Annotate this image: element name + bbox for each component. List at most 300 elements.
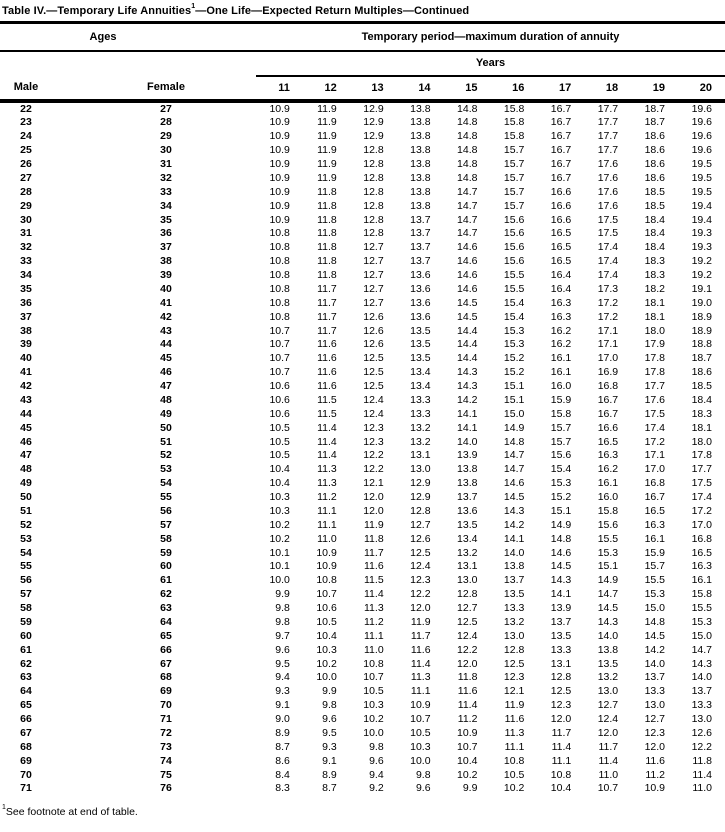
multiple-cell: 12.3 xyxy=(363,435,384,448)
multiple-cell: 10.8 xyxy=(550,768,572,781)
multiple-cell: 8.7 xyxy=(322,782,337,795)
multiple-cell: 11.9 xyxy=(317,102,337,115)
multiple-cell: 12.0 xyxy=(550,713,572,725)
table-row xyxy=(0,644,725,658)
multiple-cell: 11.7 xyxy=(317,296,337,309)
multiple-cell: 19.2 xyxy=(691,255,712,268)
multiple-cell: 16.8 xyxy=(644,477,666,490)
multiple-cell: 11.5 xyxy=(317,393,337,406)
table-row xyxy=(0,214,725,228)
multiple-cell: 16.7 xyxy=(597,407,619,420)
multiple-cell: 9.3 xyxy=(275,685,290,698)
multiple-cell: 15.7 xyxy=(644,560,666,573)
male-age-cell: 24 xyxy=(20,130,32,143)
multiple-cell: 10.9 xyxy=(269,158,290,170)
multiple-cell: 11.9 xyxy=(317,116,337,129)
multiple-cell: 13.5 xyxy=(410,338,431,351)
multiple-cell: 15.7 xyxy=(503,144,525,157)
female-age-cell: 58 xyxy=(160,532,172,545)
multiple-cell: 14.9 xyxy=(550,518,572,531)
multiple-cell: 10.3 xyxy=(363,699,384,712)
female-age-cell: 45 xyxy=(160,352,172,365)
multiple-cell: 16.1 xyxy=(550,366,572,379)
female-age-cell: 55 xyxy=(160,491,172,503)
multiple-cell: 12.2 xyxy=(363,463,384,476)
multiple-cell: 11.5 xyxy=(364,574,384,587)
female-age-cell: 71 xyxy=(160,713,172,725)
multiple-cell: 11.9 xyxy=(317,171,337,184)
male-age-cell: 40 xyxy=(20,352,32,365)
multiple-cell: 13.4 xyxy=(410,366,431,379)
multiple-cell: 13.1 xyxy=(457,560,478,573)
multiple-cell: 12.9 xyxy=(363,130,384,143)
multiple-cell: 10.9 xyxy=(457,726,478,739)
multiple-cell: 14.1 xyxy=(503,532,525,545)
female-age-cell: 33 xyxy=(160,185,172,198)
table-row xyxy=(0,547,725,561)
multiple-cell: 12.5 xyxy=(410,546,431,559)
female-age-cell: 65 xyxy=(160,629,172,642)
multiple-cell: 15.8 xyxy=(503,116,525,129)
multiple-cell: 19.6 xyxy=(691,144,712,157)
multiple-cell: 13.8 xyxy=(410,158,431,170)
multiple-cell: 11.6 xyxy=(317,366,337,379)
multiple-cell: 17.2 xyxy=(691,504,712,517)
multiple-cell: 19.1 xyxy=(691,282,712,295)
table-row xyxy=(0,755,725,769)
multiple-cell: 18.0 xyxy=(691,435,712,448)
years-group-header: Years xyxy=(256,51,725,76)
multiple-cell: 15.6 xyxy=(503,227,525,240)
multiple-cell: 13.8 xyxy=(410,116,431,129)
multiple-cell: 14.1 xyxy=(457,407,478,420)
multiple-cell: 10.3 xyxy=(316,643,337,656)
multiple-cell: 12.6 xyxy=(363,338,384,351)
table-row xyxy=(0,491,725,505)
year-column-header-20: 20 xyxy=(678,76,725,101)
table-row xyxy=(0,241,725,255)
male-age-cell: 31 xyxy=(20,227,32,240)
female-age-cell: 42 xyxy=(160,310,172,323)
table-row xyxy=(0,394,725,408)
multiple-cell: 11.4 xyxy=(410,657,431,670)
year-column-header-19: 19 xyxy=(631,76,678,101)
multiple-cell: 9.7 xyxy=(275,629,290,642)
multiple-cell: 15.3 xyxy=(597,546,619,559)
multiple-cell: 19.6 xyxy=(691,130,712,143)
multiple-cell: 18.6 xyxy=(644,171,666,184)
multiple-cell: 10.4 xyxy=(316,629,337,642)
multiple-cell: 9.9 xyxy=(462,782,478,795)
multiple-cell: 14.0 xyxy=(691,671,712,684)
multiple-cell: 13.4 xyxy=(457,532,478,545)
table-row xyxy=(0,144,725,158)
multiple-cell: 19.3 xyxy=(691,241,712,254)
male-age-cell: 30 xyxy=(20,213,32,226)
multiple-cell: 11.3 xyxy=(504,726,525,739)
female-age-cell: 62 xyxy=(160,588,172,601)
male-age-cell: 35 xyxy=(20,282,32,295)
table-row xyxy=(0,588,725,602)
multiple-cell: 12.2 xyxy=(363,449,384,462)
multiple-cell: 13.6 xyxy=(410,310,431,323)
multiple-cell: 9.8 xyxy=(322,699,337,712)
multiple-cell: 11.0 xyxy=(692,782,712,795)
female-age-cell: 34 xyxy=(160,199,172,212)
multiple-cell: 12.7 xyxy=(644,713,666,725)
multiple-cell: 18.4 xyxy=(644,241,666,254)
multiple-cell: 13.2 xyxy=(503,615,525,628)
male-age-cell: 23 xyxy=(20,116,32,129)
years-label-row xyxy=(0,51,725,76)
table-row xyxy=(0,574,725,588)
multiple-cell: 10.0 xyxy=(410,754,431,767)
male-age-cell: 53 xyxy=(20,532,32,545)
multiple-cell: 10.9 xyxy=(269,199,290,212)
multiple-cell: 11.7 xyxy=(364,546,384,559)
multiple-cell: 17.5 xyxy=(597,213,619,226)
multiple-cell: 10.9 xyxy=(316,560,337,573)
table-row xyxy=(0,533,725,547)
multiple-cell: 11.7 xyxy=(410,629,431,642)
multiple-cell: 17.2 xyxy=(597,310,619,323)
table-row xyxy=(0,116,725,130)
male-age-cell: 45 xyxy=(20,421,32,434)
multiple-cell: 14.9 xyxy=(503,421,525,434)
multiple-cell: 18.5 xyxy=(691,380,712,392)
multiple-cell: 18.1 xyxy=(644,310,666,323)
multiple-cell: 19.6 xyxy=(691,102,712,115)
multiple-cell: 12.7 xyxy=(410,518,431,531)
multiple-cell: 14.9 xyxy=(597,574,619,587)
column-header-row xyxy=(0,76,725,101)
multiple-cell: 13.2 xyxy=(457,546,478,559)
years-spacer-cell xyxy=(0,51,256,76)
multiple-cell: 12.4 xyxy=(363,393,384,406)
female-age-cell: 76 xyxy=(160,782,172,795)
multiple-cell: 10.8 xyxy=(269,241,290,254)
multiple-cell: 10.4 xyxy=(269,477,290,490)
multiple-cell: 18.3 xyxy=(644,255,666,268)
multiple-cell: 14.3 xyxy=(457,380,478,392)
multiple-cell: 13.6 xyxy=(410,296,431,309)
multiple-cell: 12.8 xyxy=(457,588,478,601)
multiple-cell: 14.2 xyxy=(644,643,666,656)
male-age-cell: 57 xyxy=(20,588,32,601)
female-age-cell: 51 xyxy=(160,435,172,448)
male-age-cell: 66 xyxy=(20,713,32,725)
multiple-cell: 11.3 xyxy=(317,463,337,476)
multiple-cell: 15.6 xyxy=(503,241,525,254)
multiple-cell: 14.4 xyxy=(457,352,478,365)
multiple-cell: 12.8 xyxy=(363,213,384,226)
multiple-cell: 14.6 xyxy=(457,255,478,268)
table-row xyxy=(0,366,725,380)
male-age-cell: 55 xyxy=(20,560,32,573)
male-age-cell: 60 xyxy=(20,629,32,642)
multiple-cell: 16.5 xyxy=(550,241,572,254)
female-age-cell: 43 xyxy=(160,324,172,337)
multiple-cell: 15.8 xyxy=(691,588,712,601)
multiple-cell: 17.4 xyxy=(597,241,619,254)
multiple-cell: 12.7 xyxy=(363,255,384,268)
multiple-cell: 13.8 xyxy=(410,171,431,184)
multiple-cell: 16.7 xyxy=(550,116,572,129)
multiple-cell: 11.8 xyxy=(317,199,337,212)
female-age-cell: 39 xyxy=(160,269,172,281)
ages-group-header: Ages xyxy=(0,23,256,51)
female-age-cell: 66 xyxy=(160,643,172,656)
table-title-footnote-marker: 1 xyxy=(191,3,196,10)
multiple-cell: 11.4 xyxy=(598,754,619,767)
male-age-cell: 46 xyxy=(20,435,32,448)
multiple-cell: 12.5 xyxy=(503,657,525,670)
multiple-cell: 15.2 xyxy=(503,366,525,379)
multiple-cell: 15.6 xyxy=(597,518,619,531)
multiple-cell: 12.4 xyxy=(363,407,384,420)
table-row xyxy=(0,616,725,630)
multiple-cell: 14.3 xyxy=(457,366,478,379)
multiple-cell: 10.6 xyxy=(269,393,290,406)
multiple-cell: 16.5 xyxy=(550,255,572,268)
female-age-cell: 37 xyxy=(160,241,172,254)
multiple-cell: 14.5 xyxy=(457,296,478,309)
multiple-cell: 12.0 xyxy=(363,504,384,517)
multiple-cell: 10.9 xyxy=(316,546,337,559)
annuity-multiples-table xyxy=(0,21,725,796)
multiple-cell: 19.6 xyxy=(691,116,712,129)
table-row xyxy=(0,436,725,450)
female-age-cell: 52 xyxy=(160,449,172,462)
multiple-cell: 14.6 xyxy=(503,477,525,490)
multiple-cell: 17.4 xyxy=(691,491,712,503)
multiple-cell: 17.3 xyxy=(597,282,619,295)
multiple-cell: 16.7 xyxy=(550,130,572,143)
multiple-cell: 10.5 xyxy=(269,421,290,434)
multiple-cell: 12.4 xyxy=(597,713,619,725)
multiple-cell: 15.7 xyxy=(503,199,525,212)
multiple-cell: 15.7 xyxy=(503,171,525,184)
multiple-cell: 13.3 xyxy=(644,685,666,698)
multiple-cell: 11.1 xyxy=(504,740,525,753)
multiple-cell: 12.0 xyxy=(457,657,478,670)
table-row xyxy=(0,422,725,436)
multiple-cell: 11.2 xyxy=(364,615,384,628)
multiple-cell: 16.0 xyxy=(597,491,619,503)
multiple-cell: 15.8 xyxy=(503,130,525,143)
table-row xyxy=(0,560,725,574)
multiple-cell: 10.5 xyxy=(269,449,290,462)
multiple-cell: 15.1 xyxy=(597,560,619,573)
multiple-cell: 17.6 xyxy=(597,158,619,170)
multiple-cell: 14.3 xyxy=(550,574,572,587)
multiple-cell: 12.7 xyxy=(363,296,384,309)
multiple-cell: 17.0 xyxy=(597,352,619,365)
multiple-cell: 15.9 xyxy=(644,546,666,559)
multiple-cell: 11.6 xyxy=(364,560,384,573)
multiple-cell: 13.7 xyxy=(644,671,666,684)
multiple-cell: 13.5 xyxy=(597,657,619,670)
multiple-cell: 8.4 xyxy=(275,768,290,781)
table-row xyxy=(0,101,725,117)
multiple-cell: 14.6 xyxy=(457,269,478,281)
multiple-cell: 9.8 xyxy=(275,615,290,628)
multiple-cell: 13.0 xyxy=(503,629,525,642)
female-age-cell: 35 xyxy=(160,213,172,226)
multiple-cell: 17.7 xyxy=(597,130,619,143)
multiple-cell: 15.7 xyxy=(503,158,525,170)
multiple-cell: 19.0 xyxy=(691,296,712,309)
multiple-cell: 12.9 xyxy=(410,477,431,490)
multiple-cell: 16.1 xyxy=(597,477,619,490)
table-row xyxy=(0,158,725,172)
multiple-cell: 14.7 xyxy=(457,227,478,240)
multiple-cell: 13.8 xyxy=(410,144,431,157)
multiple-cell: 11.9 xyxy=(504,699,525,712)
female-age-cell: 32 xyxy=(160,171,172,184)
multiple-cell: 13.8 xyxy=(410,130,431,143)
multiple-cell: 14.3 xyxy=(503,504,525,517)
multiple-cell: 17.4 xyxy=(597,269,619,281)
female-age-cell: 38 xyxy=(160,255,172,268)
multiple-cell: 14.7 xyxy=(503,463,525,476)
multiple-cell: 14.2 xyxy=(457,393,478,406)
multiple-cell: 18.6 xyxy=(644,130,666,143)
multiple-cell: 10.7 xyxy=(363,671,384,684)
multiple-cell: 11.4 xyxy=(692,768,712,781)
multiple-cell: 16.5 xyxy=(597,435,619,448)
year-column-header-18: 18 xyxy=(584,76,631,101)
table-row xyxy=(0,227,725,241)
multiple-cell: 18.4 xyxy=(691,393,712,406)
multiple-cell: 9.5 xyxy=(275,657,290,670)
multiple-cell: 17.7 xyxy=(597,116,619,129)
multiple-cell: 13.8 xyxy=(597,643,619,656)
multiple-cell: 10.9 xyxy=(644,782,666,795)
multiple-cell: 17.7 xyxy=(597,102,619,115)
male-age-cell: 34 xyxy=(20,269,32,281)
table-row xyxy=(0,699,725,713)
multiple-cell: 11.7 xyxy=(317,310,337,323)
male-age-cell: 49 xyxy=(20,477,32,490)
male-age-cell: 37 xyxy=(20,310,32,323)
table-row xyxy=(0,325,725,339)
male-age-cell: 69 xyxy=(20,754,32,767)
multiple-cell: 9.8 xyxy=(369,740,384,753)
multiple-cell: 12.5 xyxy=(550,685,572,698)
multiple-cell: 17.6 xyxy=(597,199,619,212)
male-age-cell: 25 xyxy=(20,144,32,157)
female-age-cell: 61 xyxy=(160,574,172,587)
male-age-cell: 27 xyxy=(20,171,32,184)
table-row xyxy=(0,519,725,533)
multiple-cell: 10.3 xyxy=(269,504,290,517)
multiple-cell: 15.4 xyxy=(503,296,525,309)
male-age-cell: 68 xyxy=(20,740,32,753)
multiple-cell: 12.8 xyxy=(363,227,384,240)
multiple-cell: 14.0 xyxy=(503,546,525,559)
female-age-cell: 44 xyxy=(160,338,172,351)
multiple-cell: 16.7 xyxy=(550,144,572,157)
multiple-cell: 12.5 xyxy=(363,352,384,365)
multiple-cell: 14.6 xyxy=(457,282,478,295)
multiple-cell: 13.3 xyxy=(503,602,525,614)
footnote-text: See footnote at end of table. xyxy=(5,806,138,819)
multiple-cell: 16.3 xyxy=(597,449,619,462)
male-age-cell: 59 xyxy=(20,615,32,628)
multiple-cell: 8.9 xyxy=(275,726,290,739)
table-row xyxy=(0,408,725,422)
multiple-cell: 14.8 xyxy=(457,144,478,157)
multiple-cell: 9.9 xyxy=(275,588,290,601)
multiple-cell: 16.1 xyxy=(691,574,712,587)
multiple-cell: 18.0 xyxy=(644,324,666,337)
multiple-cell: 14.1 xyxy=(457,421,478,434)
multiple-cell: 16.6 xyxy=(550,199,572,212)
header-group-row xyxy=(0,23,725,51)
multiple-cell: 16.2 xyxy=(597,463,619,476)
multiple-cell: 11.7 xyxy=(317,282,337,295)
female-age-cell: 60 xyxy=(160,560,172,573)
multiple-cell: 10.4 xyxy=(269,463,290,476)
multiple-cell: 11.1 xyxy=(551,754,572,767)
multiple-cell: 10.6 xyxy=(269,407,290,420)
multiple-cell: 12.3 xyxy=(410,574,431,587)
year-column-header-15: 15 xyxy=(444,76,491,101)
multiple-cell: 16.0 xyxy=(550,380,572,392)
multiple-cell: 15.8 xyxy=(550,407,572,420)
male-age-cell: 26 xyxy=(20,158,32,170)
table-title xyxy=(0,5,725,21)
multiple-cell: 12.6 xyxy=(410,532,431,545)
multiple-cell: 11.4 xyxy=(317,435,337,448)
multiple-cell: 15.7 xyxy=(503,185,525,198)
multiple-cell: 15.3 xyxy=(503,324,525,337)
multiple-cell: 12.2 xyxy=(457,643,478,656)
multiple-cell: 8.9 xyxy=(322,768,337,781)
multiple-cell: 13.2 xyxy=(597,671,619,684)
multiple-cell: 9.4 xyxy=(275,671,290,684)
multiple-cell: 11.4 xyxy=(457,699,478,712)
multiple-cell: 14.7 xyxy=(597,588,619,601)
multiple-cell: 11.4 xyxy=(551,740,572,753)
multiple-cell: 13.6 xyxy=(410,269,431,281)
multiple-cell: 19.4 xyxy=(691,199,712,212)
multiple-cell: 14.7 xyxy=(457,185,478,198)
temporary-period-group-header: Temporary period—maximum duration of annuity xyxy=(256,23,725,51)
multiple-cell: 12.5 xyxy=(363,366,384,379)
male-age-cell: 67 xyxy=(20,726,32,739)
multiple-cell: 10.9 xyxy=(410,699,431,712)
multiple-cell: 14.5 xyxy=(550,560,572,573)
multiple-cell: 10.2 xyxy=(316,657,337,670)
multiple-cell: 16.1 xyxy=(550,352,572,365)
table-row xyxy=(0,727,725,741)
multiple-cell: 10.8 xyxy=(269,282,290,295)
female-age-cell: 67 xyxy=(160,657,172,670)
multiple-cell: 9.8 xyxy=(415,768,431,781)
multiple-cell: 9.6 xyxy=(369,754,384,767)
male-age-cell: 50 xyxy=(20,491,32,503)
female-age-cell: 64 xyxy=(160,615,172,628)
multiple-cell: 11.8 xyxy=(317,269,337,281)
multiple-cell: 14.3 xyxy=(597,615,619,628)
male-age-cell: 61 xyxy=(20,643,32,656)
multiple-cell: 14.5 xyxy=(597,602,619,614)
table-row xyxy=(0,311,725,325)
multiple-cell: 13.6 xyxy=(457,504,478,517)
multiple-cell: 12.7 xyxy=(457,602,478,614)
